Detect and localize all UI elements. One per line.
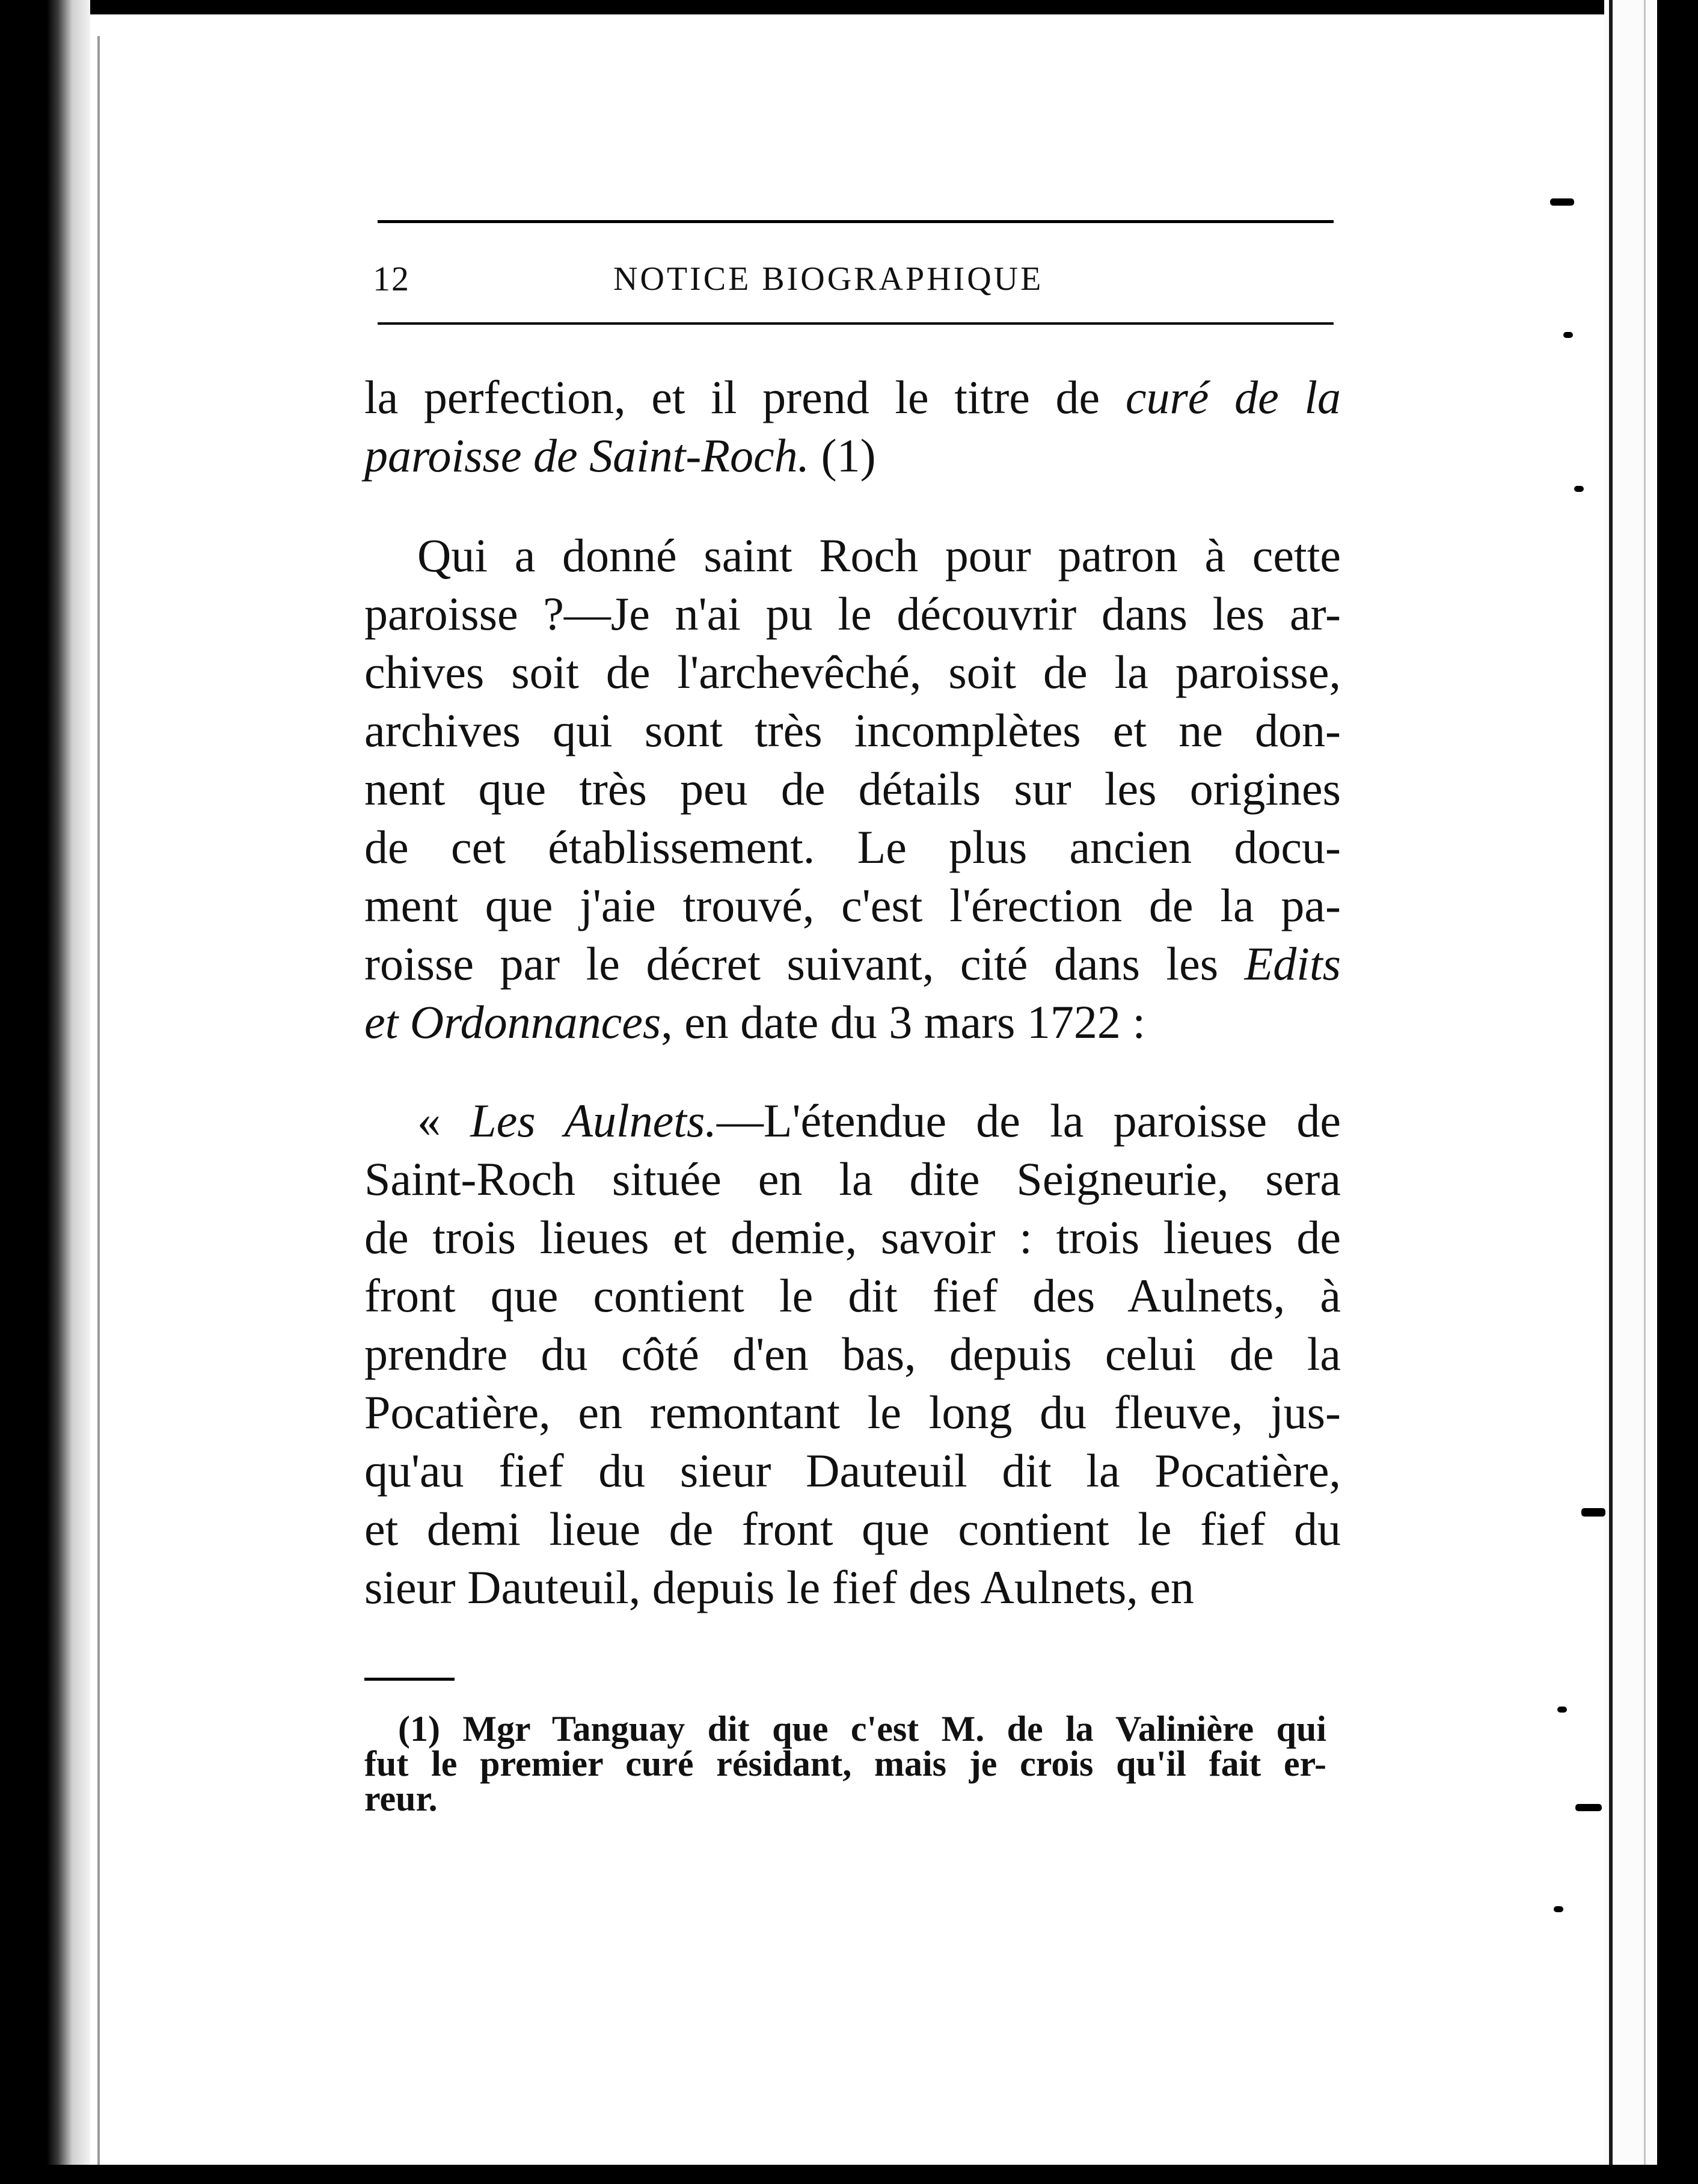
text-line [364,1325,1341,1383]
paragraph-decree-quote [364,1091,1341,1616]
paragraph-patron [364,526,1341,1051]
text-segment: Saint-Roch située en la dite Seigneurie, sera [364,1153,1341,1205]
scan-border-left [0,0,90,2184]
text-line [364,368,1341,426]
margin-speck [1563,332,1573,338]
adjacent-page-line-secondary [1644,0,1646,2184]
margin-speck [1550,198,1574,206]
text-segment: nent que très peu de détails sur les origines [364,762,1341,815]
margin-speck [1557,1707,1567,1713]
footnote-rule [364,1678,455,1681]
text-segment: —L'étendue de la paroisse de [716,1094,1341,1147]
text-segment: de trois lieues et demie, savoir : trois lieues de [364,1211,1341,1263]
text-segment: et Ordonnances [364,996,661,1048]
text-line [364,1266,1341,1325]
text-segment: qu'au fief du sieur Dauteuil dit la Pocatière, [364,1444,1341,1497]
text-line [364,759,1341,818]
text-line [364,934,1341,993]
text-line [364,1150,1341,1208]
text-segment: chives soit de l'archevêché, soit de la paroisse, [364,646,1341,698]
text-line [364,818,1341,876]
page-number: 12 [373,259,410,298]
text-segment: Les Aulnets. [470,1094,717,1147]
text-segment: paroisse de Saint-Roch. [364,429,810,482]
text-segment: (1) [809,429,876,482]
text-line [364,526,1341,584]
scan-border-right [1657,0,1698,2184]
text-segment: , en date du 3 mars 1722 : [661,996,1146,1048]
text-line [364,1208,1341,1266]
text-segment: curé de la [1125,371,1341,423]
text-segment: ment que j'aie trouvé, c'est l'érection de la pa- [364,879,1341,931]
binding-line [97,36,100,2165]
text-line [364,701,1341,759]
text-line [364,643,1341,701]
scan-border-top [0,0,1698,14]
footnote-line: reur. [364,1779,438,1818]
margin-speck [1581,1508,1605,1517]
text-line [364,584,1341,643]
adjacent-page-line [1609,0,1613,2184]
text-line [364,993,1341,1051]
margin-speck [1575,1804,1602,1811]
paragraph-continuation [364,368,1341,485]
text-segment: Qui a donné saint Roch pour patron à cette [417,529,1341,581]
margin-speck [1554,1906,1563,1912]
text-segment: archives qui sont très incomplètes et ne don- [364,704,1341,756]
text-segment: et demi lieue de front que contient le fief du [364,1503,1341,1555]
text-segment: sieur Dauteuil, depuis le fief des Aulnets, en [364,1561,1194,1613]
header-rule-top [378,220,1334,223]
footnote-line: (1) Mgr Tanguay dit que c'est M. de la Valinière qui [398,1709,1326,1749]
text-segment: de cet établissement. Le plus ancien docu- [364,821,1341,873]
header-rule-bottom [378,322,1334,325]
text-line [364,1558,1341,1616]
scan-border-bottom [0,2165,1698,2184]
text-segment: prendre du côté d'en bas, depuis celui de la [364,1328,1341,1380]
footnote-line: fut le premier curé résidant, mais je crois qu'il fait er- [364,1744,1326,1784]
header-title: NOTICE BIOGRAPHIQUE [613,260,1044,298]
text-line [364,1383,1341,1441]
margin-speck [1574,486,1584,492]
text-segment: « [417,1094,471,1147]
text-line [364,1500,1341,1558]
text-segment: paroisse ?—Je n'ai pu le découvrir dans les ar- [364,587,1341,640]
text-line [364,426,1341,485]
text-segment: Edits [1244,937,1341,990]
text-line [364,1091,1341,1150]
text-segment: roisse par le décret suivant, cité dans les [364,937,1245,990]
footnote [364,1711,1326,1816]
running-head [0,251,1383,307]
text-segment: la perfection, et il prend le titre de [364,371,1126,423]
text-line [364,1441,1341,1500]
text-line [364,876,1341,934]
text-segment: front que contient le dit fief des Aulnets, à [364,1269,1341,1322]
text-segment: Pocatière, en remontant le long du fleuve, jus- [364,1386,1341,1438]
